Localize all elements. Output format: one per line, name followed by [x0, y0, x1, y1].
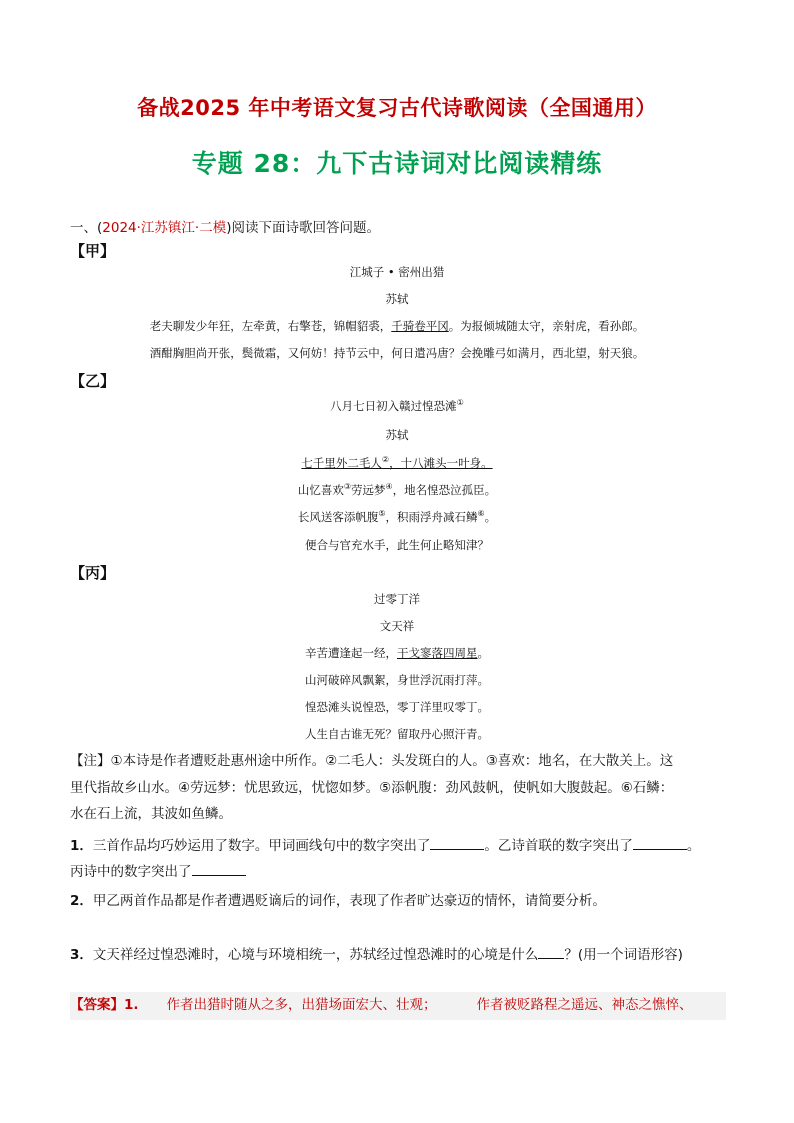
footnote-mark: ⑤ — [378, 509, 386, 519]
poem-bing-line-1-post: 。 — [477, 646, 489, 660]
poem-yi-line-2-c: ，地名惶恐泣孤臣。 — [392, 483, 497, 497]
intro-suffix: )阅读下面诗歌回答问题。 — [226, 220, 381, 236]
question-source: 2024·江苏镇江·二模 — [102, 220, 227, 236]
poem-yi-line-1-a: 七千里外二毛人 — [301, 456, 382, 470]
poem-yi-line-1-b: ，十八滩头一叶身。 — [389, 456, 493, 470]
intro-prefix: 一、( — [70, 220, 103, 236]
poem-yi-line-3 — [0, 509, 794, 525]
question-3-text-b: ？(用一个词语形容) — [564, 947, 683, 963]
note-line-1: 【注】①本诗是作者遭贬赴惠州途中所作。②二毛人：头发斑白的人。③喜欢：地名，在大散关上。这 — [70, 753, 674, 769]
poem-bing-line-1-pre: 辛苦遭逢起一经， — [305, 646, 397, 660]
document-title: 备战2025 年中考语文复习古代诗歌阅读（全国通用） — [137, 96, 657, 120]
poem-bing-underlined-phrase: 干戈寥落四周星 — [397, 646, 478, 660]
annotation-notes — [70, 748, 730, 828]
footnote-mark: ⑥ — [477, 509, 485, 519]
poem-yi-line-2 — [0, 482, 794, 498]
section-label-bing: 【丙】 — [70, 564, 116, 582]
question-1-text-c: 。 — [686, 838, 701, 854]
poem-yi-title-text: 八月七日初入赣过惶恐滩 — [330, 399, 457, 413]
question-1-text-a: 三首作品均巧妙运用了数字。甲词画线句中的数字突出了 — [92, 838, 431, 854]
question-1-text-d: 丙诗中的数字突出了 — [70, 864, 192, 880]
footnote-mark: ① — [456, 398, 464, 408]
poem-bing-line-1 — [0, 645, 794, 661]
answer-blank[interactable] — [538, 946, 564, 959]
question-number: 3． — [70, 947, 93, 963]
document-subtitle: 专题 28：九下古诗词对比阅读精练 — [191, 149, 603, 178]
poem-bing-line-3: 惶恐滩头说惶恐，零丁洋里叹零丁。 — [305, 700, 489, 714]
poem-jia-title: 江城子 • 密州出猎 — [349, 265, 445, 279]
poem-jia-line-1-post: 。为报倾城随太守，亲射虎，看孙郎。 — [448, 319, 645, 333]
question-number: 2． — [70, 893, 93, 909]
question-1-text-b: 。乙诗首联的数字突出了 — [484, 838, 633, 854]
poem-yi-line-3-a: 长风送客添帆腹 — [297, 510, 379, 524]
answer-box — [70, 992, 726, 1020]
footnote-mark: ③ — [343, 482, 351, 492]
answer-text-2: 作者被贬路程之遥远、神态之憔悴、 — [476, 997, 693, 1013]
answer-blank[interactable] — [633, 837, 687, 850]
poem-bing-line-2: 山河破碎风飘絮，身世浮沉雨打萍。 — [305, 673, 489, 687]
question-3 — [70, 943, 730, 963]
poem-yi-line-3-b: ，积雨浮舟减石鳞 — [385, 510, 478, 524]
answer-tag: 【答案】 — [70, 997, 124, 1013]
question-number: 1． — [70, 838, 93, 854]
section-label-jia: 【甲】 — [70, 242, 116, 260]
section-label-yi: 【乙】 — [70, 372, 116, 390]
answer-blank[interactable] — [192, 863, 246, 876]
question-2 — [70, 889, 730, 909]
poem-bing-title: 过零丁洋 — [374, 592, 420, 606]
question-1 — [70, 833, 730, 885]
poem-yi-line-2-a: 山忆喜欢 — [297, 483, 344, 497]
poem-bing-author: 文天祥 — [379, 619, 415, 633]
poem-yi-author: 苏轼 — [385, 428, 409, 442]
question-2-text: 甲乙两首作品都是作者遭遇贬谪后的词作，表现了作者旷达豪迈的情怀，请简要分析。 — [92, 893, 606, 909]
poem-yi-underlined-line — [301, 456, 492, 470]
answer-text-1: 作者出猎时随从之多，出猎场面宏大、壮观； — [166, 997, 437, 1013]
poem-yi-line-1 — [0, 455, 794, 471]
poem-yi-line-2-b: 劳远梦 — [351, 483, 386, 497]
poem-yi-line-3-c: 。 — [484, 510, 497, 524]
poem-jia-underlined-phrase: 千骑卷平冈 — [391, 319, 449, 333]
footnote-mark: ④ — [385, 482, 393, 492]
footnote-mark: ② — [381, 455, 390, 465]
poem-jia-line-1 — [0, 318, 794, 334]
poem-yi-title — [0, 398, 794, 414]
note-line-3: 水在石上流，其波如鱼鳞。 — [70, 806, 232, 822]
poem-yi-line-4: 便合与官充水手，此生何止略知津？ — [305, 538, 489, 552]
poem-jia-author: 苏轼 — [385, 292, 409, 306]
question-3-text-a: 文天祥经过惶恐滩时，心境与环境相统一，苏轼经过惶恐滩时的心境是什么 — [92, 947, 539, 963]
question-intro — [70, 216, 380, 236]
poem-jia-line-1-pre: 老夫聊发少年狂，左牵黄，右擎苍，锦帽貂裘， — [149, 319, 392, 333]
poem-bing-line-4: 人生自古谁无死？留取丹心照汗青。 — [305, 727, 489, 741]
poem-jia-line-2: 酒酣胸胆尚开张，鬓微霜，又何妨！持节云中，何日遣冯唐？会挽雕弓如满月，西北望，射天狼。 — [149, 346, 645, 360]
answer-number: 1. — [124, 997, 139, 1013]
note-line-2: 里代指故乡山水。④劳远梦：忧思致远，忧惚如梦。⑤添帆腹：劲风鼓帆，使帆如大腹鼓起。⑥石鳞： — [70, 779, 674, 796]
answer-blank[interactable] — [430, 837, 484, 850]
